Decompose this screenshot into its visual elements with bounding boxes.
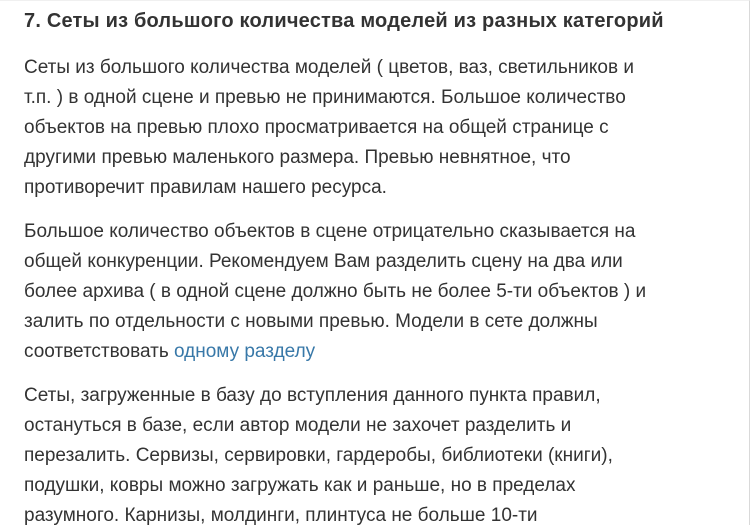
paragraph-1	[24, 53, 729, 203]
section-heading: 7. Сеты из большого количества моделей из разных категорий	[24, 10, 664, 32]
text-line: объектов на превью плохо просматривается на общей странице с	[24, 117, 609, 138]
text-line: разумного. Карнизы, молдинги, плинтуса не больше 10-ти	[24, 505, 538, 525]
rules-section	[0, 1, 749, 525]
text-line: противоречит правилам нашего ресурса.	[24, 177, 387, 198]
text-segment: соответствовать	[24, 341, 169, 362]
text-line: другими превью маленького размера. Превью невнятное, что	[24, 147, 571, 168]
text-line: Большое количество объектов в сцене отрицательно сказывается на	[24, 221, 636, 242]
text-line: Сеты из большого количества моделей ( цветов, ваз, светильников и	[24, 57, 634, 78]
paragraph-3	[24, 381, 729, 525]
text-line: залить по отдельности с новыми превью. Модели в сете должны	[24, 311, 598, 332]
text-line: т.п. ) в одной сцене и превью не принимаются. Большое количество	[24, 87, 626, 108]
text-line-with-link	[24, 337, 729, 367]
text-line: подушки, ковры можно загружать как и раньше, но в пределах	[24, 475, 576, 496]
text-line: перезалить. Сервизы, сервировки, гардеробы, библиотеки (книги),	[24, 445, 613, 466]
section-link[interactable]: одному разделу	[174, 341, 316, 362]
text-line: общей конкуренции. Рекомендуем Вам разделить сцену на два или	[24, 251, 623, 272]
text-line: более архива ( в одной сцене должно быть не более 5-ти объектов ) и	[24, 281, 647, 302]
paragraph-2	[24, 217, 729, 367]
text-line: Сеты, загруженные в базу до вступления данного пункта правил,	[24, 385, 601, 406]
text-line: остануться в базе, если автор модели не захочет разделить и	[24, 415, 572, 436]
